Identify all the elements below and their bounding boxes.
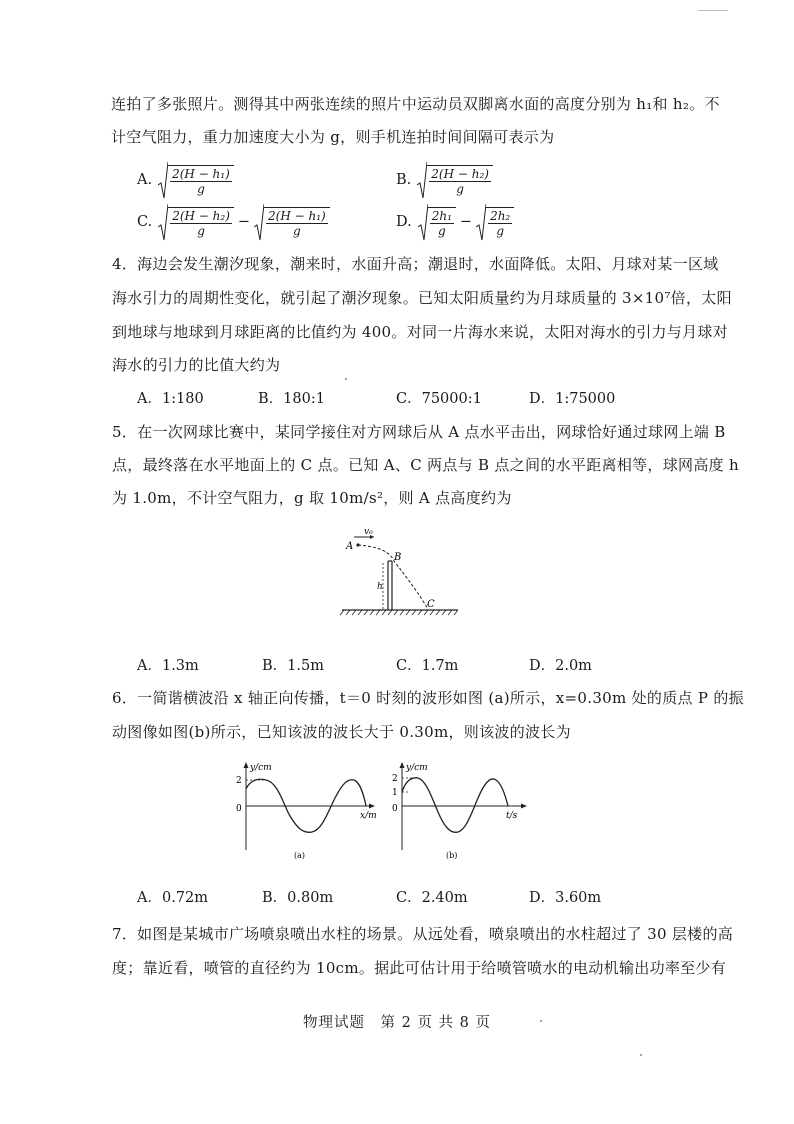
q3-text-line-2: 计空气阻力，重力加速度大小为 g，则手机连拍时间间隔可表示为 [111,128,555,146]
q5-text-line-2: 点，最终落在水平地面上的 C 点。已知 A、C 两点与 B 点之间的水平距离相等，球网高度 h [112,456,739,474]
sqrt-sign-icon [254,203,330,241]
q6-option-b: B．0.80m [262,890,334,906]
y-axis-label: y/cm [406,763,428,773]
vibration-curve [402,778,508,832]
figure-caption-b: (b) [446,851,458,860]
scan-speck [540,1020,542,1022]
q6-wave-figure-a [232,758,384,866]
q3-text-line-1: 连拍了多张照片。测得其中两张连续的照片中运动员双脚离水面的高度分别为 h₁和 h₂。不 [111,95,720,113]
page-footer: 物理试题 第 2 页 共 8 页 [303,1015,491,1031]
ground-line [340,610,458,615]
figure-caption-a: (a) [294,851,306,860]
sqrt-sign-icon [418,203,456,241]
label-c: C [427,599,435,610]
net-post [388,561,392,610]
tick-label-2: 2 [236,776,242,786]
origin-label: 0 [236,804,242,814]
q4-text-line-1: 4．海边会发生潮汐现象，潮来时，水面升高；潮退时，水面降低。太阳、月球对某一区域 [112,255,719,273]
label-b: B [394,552,402,563]
q4-option-a: A．1:180 [137,391,204,407]
x-axis-label: t/s [506,811,518,821]
sqrt-sign-icon [476,203,514,241]
q6-option-a: A．0.72m [137,890,209,906]
scan-mark [698,10,728,11]
ball-point-a [356,543,359,546]
q3-option-a-label: A. [137,172,153,188]
ball-trajectory [358,545,428,609]
minus-sign: − [237,214,251,230]
sqrt-sign-icon [158,161,234,199]
q3-option-d [396,202,514,242]
fraction: $\frac{\text{2(H − h₂)}}{g}$ [172,208,230,238]
sqrt-sign-icon [158,203,234,241]
q4-text-line-3: 到地球与地球到月球距离的比值约为 400。对同一片海水来说，太阳对海水的引力与月球对 [112,323,729,341]
fraction: $\frac{\text{2h₁}}{g}$ [431,208,452,238]
q3-option-b-label: B. [396,172,412,188]
fraction: $\frac{\text{2(H − h₁)}}{g}$ [268,208,326,238]
q6-text-line-1: 6．一简谐横波沿 x 轴正向传播，t＝0 时刻的波形如图 (a)所示，x=0.30m 处的质点 P 的振 [112,689,744,707]
scan-speck [640,1054,642,1056]
sqrt-sign-icon [417,161,493,199]
q5-option-a: A．1.3m [137,658,199,674]
q3-option-d-label: D. [396,214,412,230]
q4-option-c: C．75000:1 [396,391,482,407]
tick-label-2: 2 [392,774,398,784]
q7-text-line-2: 度；靠近看，喷管的直径约为 10cm。据此可估计用于给喷管喷水的电动机输出功率至少有 [112,959,727,977]
q4-option-b: B．180:1 [258,391,325,407]
q5-option-c: C．1.7m [396,658,459,674]
origin-label: 0 [392,804,398,814]
q5-option-d: D．2.0m [529,658,592,674]
label-v0: v₀ [364,527,373,537]
q6-option-c: C．2.40m [396,890,468,906]
q4-text-line-4: 海水的引力的比值大约为 [112,356,281,374]
y-axis-arrow-icon [244,762,249,768]
q5-text-line-3: 为 1.0m，不计空气阻力，g 取 10m/s²，则 A 点高度约为 [112,489,512,507]
fraction: $\frac{\text{2h₂}}{g}$ [490,208,511,238]
q3-option-a [137,160,234,200]
minus-sign: − [459,214,473,230]
q5-option-b: B．1.5m [262,658,324,674]
x-axis-arrow-icon [369,804,375,809]
q3-option-c [137,202,330,242]
q4-option-d: D．1:75000 [529,391,616,407]
scan-speck [345,378,347,380]
fraction: $\frac{\text{2(H − h₁)}}{g}$ [172,166,230,196]
tick-label-1: 1 [392,788,398,798]
fraction: $\frac{\text{2(H − h₂)}}{g}$ [431,166,489,196]
label-h: h [377,582,383,592]
q6-wave-figure-b [388,758,538,866]
y-axis-label: y/cm [250,763,272,773]
q5-tennis-figure [336,525,466,619]
q4-text-line-2: 海水引力的周期性变化，就引起了潮汐现象。已知太阳质量约为月球质量的 3×10⁷倍，太阳 [112,289,732,307]
q6-text-line-2: 动图像如图(b)所示，已知该波的波长大于 0.30m，则该波的波长为 [112,723,571,741]
q3-option-c-label: C. [137,214,153,230]
y-axis-arrow-icon [400,762,405,768]
label-a: A [346,541,354,552]
q5-text-line-1: 5．在一次网球比赛中，某同学接住对方网球后从 A 点水平击出，网球恰好通过球网上端 B [112,423,726,441]
q3-option-b [396,160,493,200]
q7-text-line-1: 7．如图是某城市广场喷泉喷出水柱的场景。从远处看，喷泉喷出的水柱超过了 30 层楼的高 [112,925,734,943]
x-axis-label: x/m [360,811,377,821]
x-axis-arrow-icon [521,804,527,809]
q6-option-d: D．3.60m [529,890,602,906]
